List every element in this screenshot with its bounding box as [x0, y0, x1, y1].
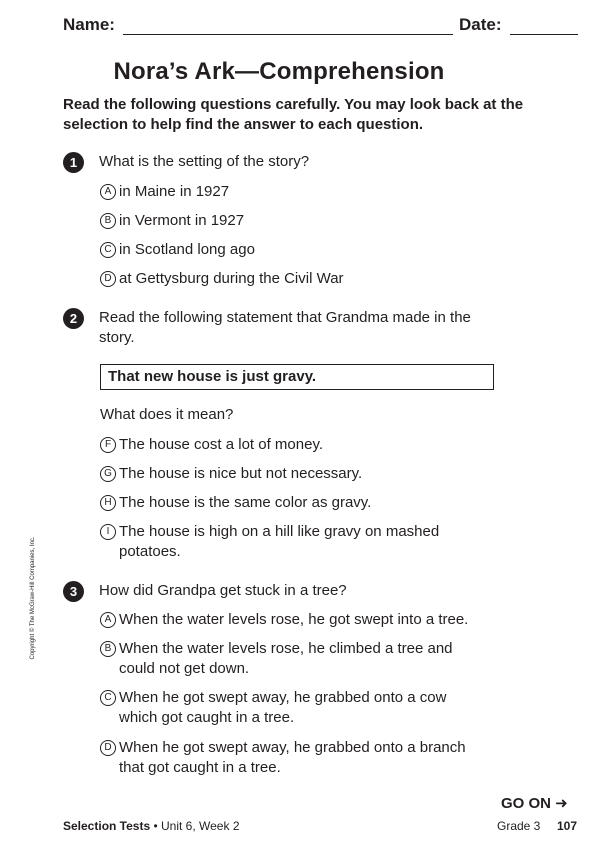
answer-option[interactable]	[100, 610, 520, 630]
answer-bubble[interactable]: F	[100, 437, 116, 453]
answer-bubble[interactable]: C	[100, 242, 116, 258]
question-number-2: 2	[63, 308, 84, 329]
answer-bubble[interactable]: G	[100, 466, 116, 482]
answer-text: The house is high on a hill like gravy on mashed potatoes.	[119, 523, 440, 560]
answer-text: When the water levels rose, he climbed a tree and could not get down.	[119, 640, 453, 677]
answer-option[interactable]	[100, 182, 520, 202]
answer-option[interactable]	[100, 522, 470, 562]
answer-text: in Maine in 1927	[119, 183, 230, 200]
instructions: Read the following questions carefully. You may look back at the selection to help find the answer to each question.	[63, 96, 524, 133]
quote-box	[100, 364, 494, 390]
answer-bubble[interactable]: C	[100, 690, 116, 706]
answer-text: in Scotland long ago	[119, 241, 255, 258]
answer-option[interactable]	[100, 639, 480, 679]
answer-text: When the water levels rose, he got swept into a tree.	[119, 611, 469, 628]
answer-text: The house is nice but not necessary.	[119, 465, 363, 482]
answer-option[interactable]	[100, 211, 520, 231]
date-field[interactable]	[510, 34, 578, 35]
go-on-label: GO ON ➜	[501, 795, 568, 812]
date-label: Date:	[459, 15, 502, 34]
footer-series	[63, 819, 240, 833]
question-number-1: 1	[63, 152, 84, 173]
answer-bubble[interactable]: A	[100, 184, 116, 200]
name-field[interactable]	[123, 34, 453, 35]
answer-option[interactable]	[100, 435, 520, 455]
answer-text: The house is the same color as gravy.	[119, 494, 372, 511]
answer-text: When he got swept away, he grabbed onto a cow which got caught in a tree.	[119, 689, 447, 726]
footer-grade: Grade 3	[497, 819, 541, 833]
footer-series-title: Selection Tests	[63, 819, 151, 833]
answer-option[interactable]	[100, 464, 520, 484]
answer-bubble[interactable]: H	[100, 495, 116, 511]
answer-option[interactable]	[100, 269, 520, 289]
answer-text: When he got swept away, he grabbed onto a branch that got caught in a tree.	[119, 739, 466, 776]
answer-option[interactable]	[100, 240, 520, 260]
answer-bubble[interactable]: B	[100, 213, 116, 229]
question-number-3: 3	[63, 581, 84, 602]
answer-text: The house cost a lot of money.	[119, 436, 324, 453]
copyright-notice: Copyright © The McGraw-Hill Companies, Inc.	[30, 536, 36, 660]
answer-option[interactable]	[100, 738, 490, 778]
answer-bubble[interactable]: B	[100, 641, 116, 657]
answer-text: at Gettysburg during the Civil War	[119, 270, 344, 287]
answer-option[interactable]	[100, 493, 520, 513]
quote-text: That new house is just gravy.	[108, 368, 317, 385]
page-number: 107	[557, 819, 578, 833]
question-2-text: Read the following statement that Grandma made in the story.	[99, 309, 471, 346]
answer-text: in Vermont in 1927	[119, 212, 245, 229]
page-title: Nora’s Ark—Comprehension	[113, 58, 445, 85]
question-2-subquestion: What does it mean?	[100, 406, 234, 423]
answer-bubble[interactable]: I	[100, 524, 116, 540]
question-3-text: How did Grandpa get stuck in a tree?	[99, 582, 347, 599]
footer-unit-week: • Unit 6, Week 2	[150, 819, 240, 833]
name-label: Name:	[63, 15, 115, 34]
answer-bubble[interactable]: D	[100, 271, 116, 287]
answer-bubble[interactable]: A	[100, 612, 116, 628]
answer-bubble[interactable]: D	[100, 740, 116, 756]
question-1-text: What is the setting of the story?	[99, 153, 310, 170]
answer-option[interactable]	[100, 688, 480, 728]
